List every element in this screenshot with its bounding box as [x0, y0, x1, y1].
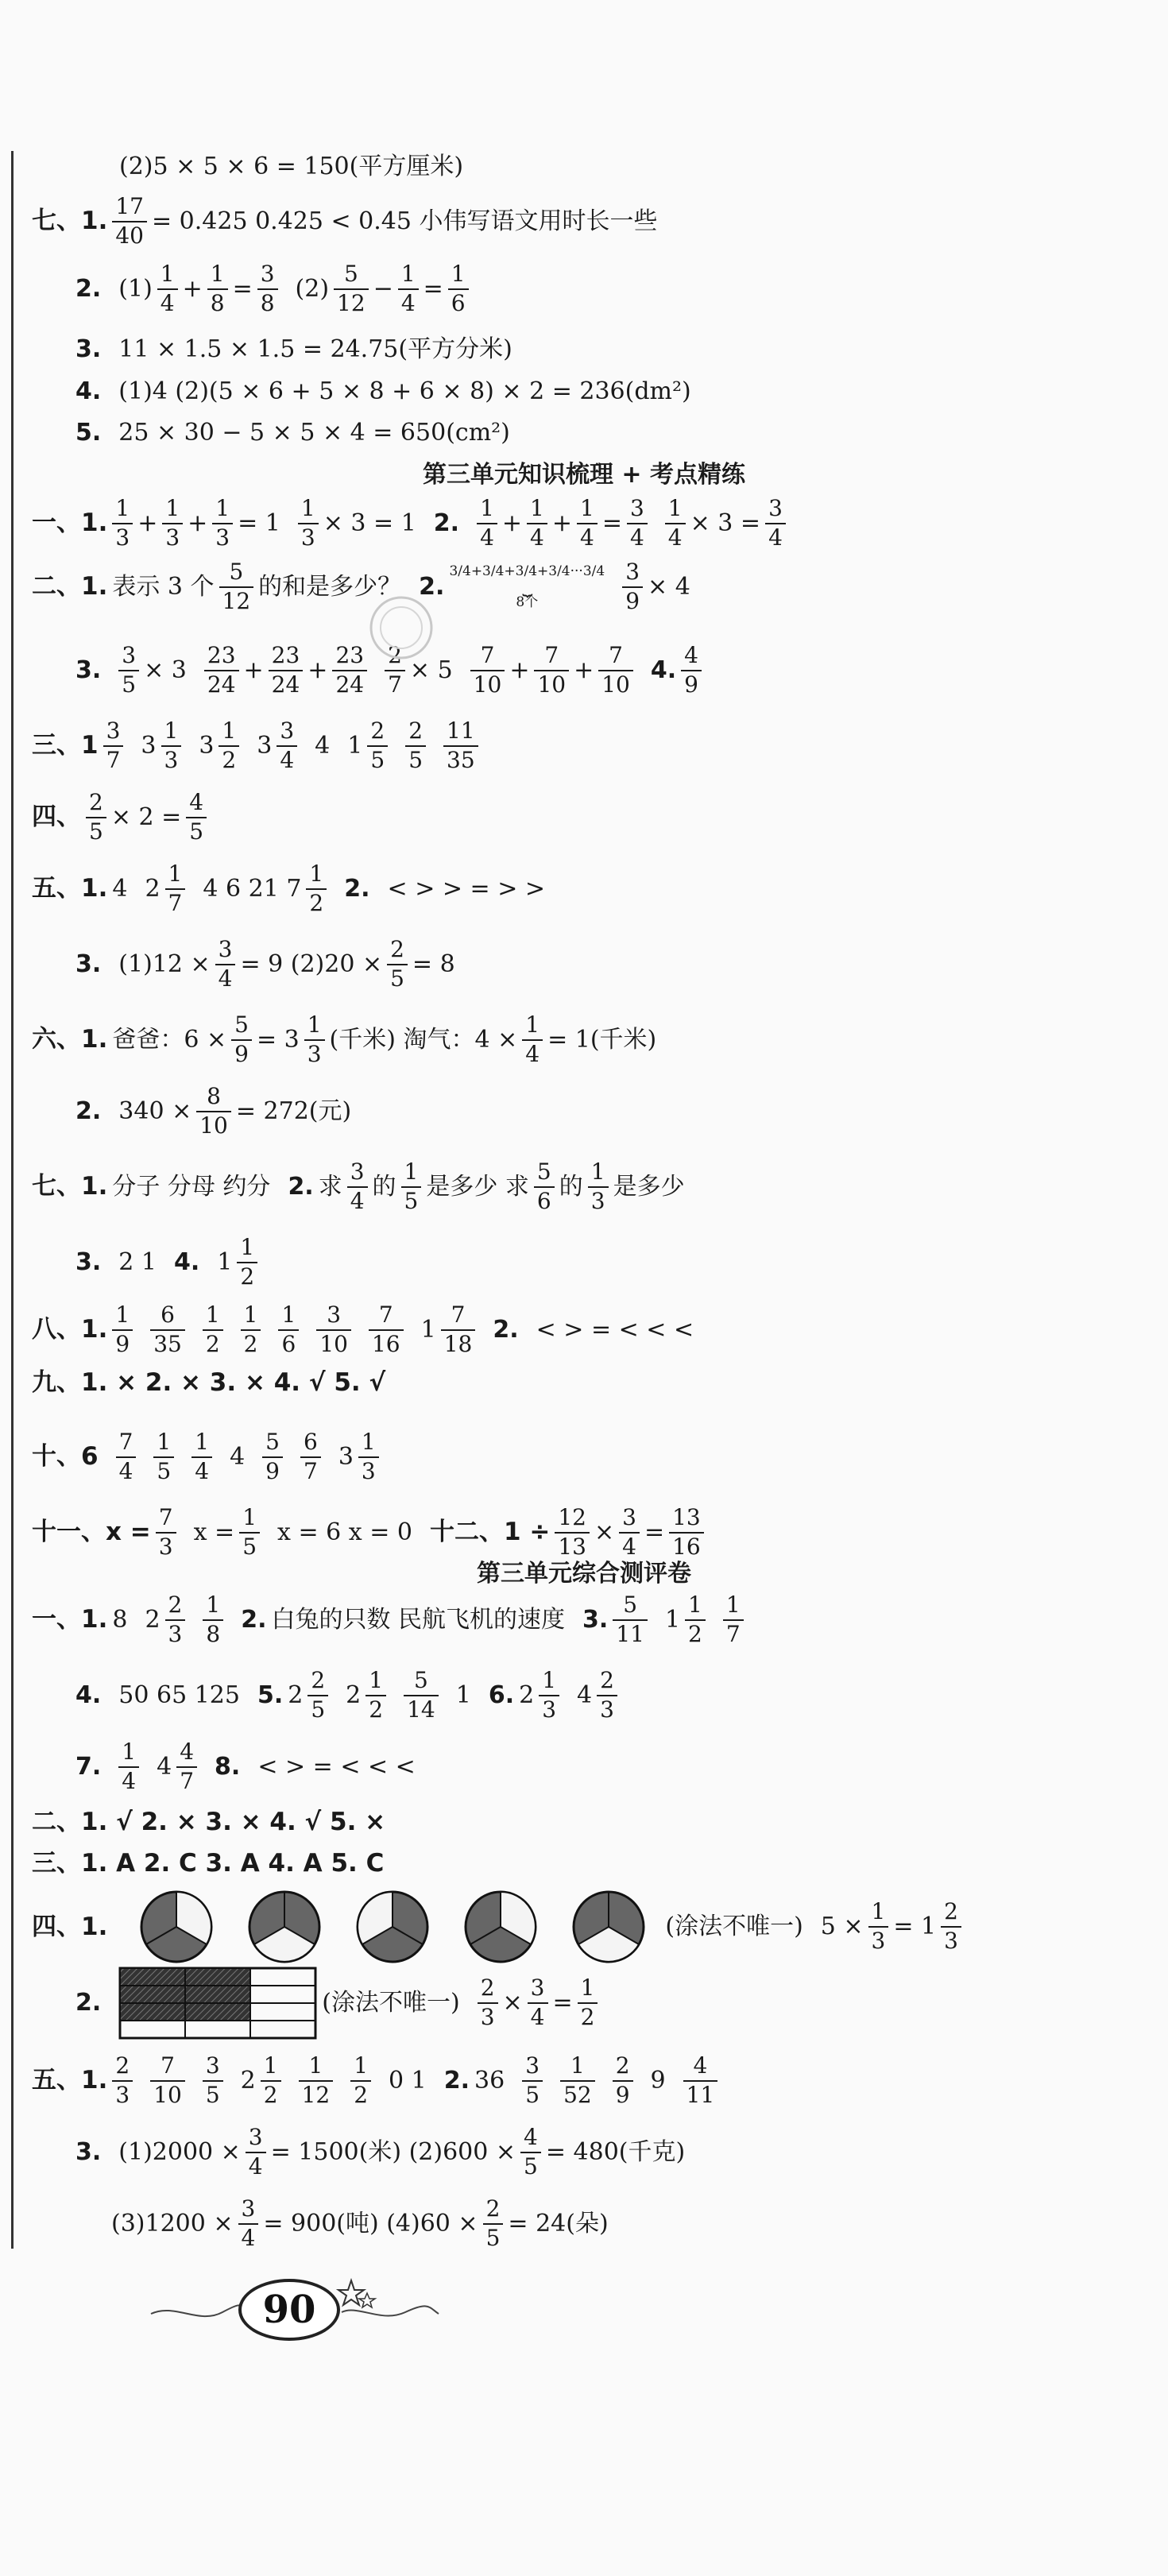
fraction: $\frac{1}{2}$	[578, 1976, 598, 2030]
answer-text: 三、1. A 2. C 3. A 4. A 5. C	[32, 1849, 385, 1878]
answer-text: × 3	[144, 656, 187, 684]
answer-text: 4	[315, 731, 331, 760]
fraction: $\frac{1}{9}$	[112, 1303, 133, 1357]
page-number: 90	[238, 2279, 340, 2341]
answer-text: 2.	[443, 2066, 470, 2094]
fraction: $\frac{1}{5}$	[401, 1160, 422, 1214]
answer-text: +	[551, 509, 572, 537]
answer-line	[75, 262, 1136, 316]
answer-text: 白兔的只数 民航飞机的速度	[271, 1605, 566, 1634]
question-label: 四、	[32, 803, 81, 832]
answer-text: x =	[193, 1518, 235, 1546]
fraction: $\frac{2}{3}$	[112, 2054, 133, 2108]
fraction: $\frac{1}{2}$	[219, 719, 239, 773]
question-label: 四、1.	[32, 1912, 108, 1941]
answer-text: × 2 =	[110, 803, 182, 831]
fraction: $\frac{6}{35}$	[150, 1303, 185, 1357]
question-label: 七、1.	[32, 1172, 108, 1201]
page-number-ornament	[143, 2272, 445, 2344]
question-label: 3.	[75, 2137, 102, 2166]
fraction: $\frac{3}{4}$	[347, 1160, 368, 1214]
answer-text: 二、1. √ 2. × 3. × 4. √ 5. ×	[32, 1808, 386, 1836]
answer-text: 5 ×	[820, 1913, 864, 1940]
answer-text: 2	[519, 1681, 535, 1709]
answer-text: 4	[157, 1752, 172, 1781]
fraction: $\frac{1}{2}$	[306, 862, 327, 916]
answer-text: 求	[318, 1172, 342, 1201]
fraction: $\frac{1}{8}$	[207, 262, 228, 316]
answer-text: < > = < < <	[257, 1752, 416, 1781]
answer-line	[32, 1013, 1136, 1067]
fraction: $\frac{2}{3}$	[597, 1669, 617, 1723]
fraction: $\frac{3}{4}$	[277, 719, 297, 773]
answer-text: (2)	[295, 274, 330, 303]
answer-line	[32, 719, 1136, 773]
fraction: $\frac{3}{10}$	[316, 1303, 351, 1357]
answer-line	[75, 2125, 1136, 2180]
fraction: $\frac{1}{5}$	[153, 1430, 174, 1484]
fraction: $\frac{1}{4}$	[577, 497, 598, 551]
fraction: $\frac{1}{7}$	[723, 1593, 744, 1647]
answer-text: +	[307, 656, 328, 684]
fraction: $\frac{1}{3}$	[304, 1013, 325, 1067]
fraction: $\frac{3}{9}$	[622, 560, 643, 614]
answer-text: 1	[664, 1605, 681, 1634]
fraction: $\frac{7}{10}$	[598, 644, 633, 698]
fraction: $\frac{7}{10}$	[150, 2054, 185, 2108]
fraction: $\frac{2}{7}$	[385, 644, 405, 698]
fraction: $\frac{5}{9}$	[262, 1430, 283, 1484]
fraction: $\frac{1}{6}$	[278, 1303, 299, 1357]
answer-line	[32, 791, 1136, 845]
answer-text: 1	[420, 1315, 436, 1344]
answer-text: +	[182, 274, 203, 303]
answer-line	[75, 1085, 1136, 1139]
question-label: 5.	[75, 419, 102, 447]
question-label: 六、1.	[32, 1025, 108, 1054]
fraction: $\frac{3}{4}$	[528, 1976, 548, 2030]
answer-text: (2)5 × 5 × 6 = 150(平方厘米)	[119, 153, 464, 180]
answer-text: 8	[112, 1605, 128, 1634]
question-label: 3.	[75, 335, 102, 363]
answer-text: = 1	[238, 509, 280, 537]
answer-text: = 1500(米) (2)600 ×	[270, 2137, 516, 2166]
answer-text: = 1(千米)	[547, 1025, 657, 1054]
answer-text: 2 1	[118, 1247, 157, 1276]
fraction: $\frac{1}{2}$	[241, 1303, 261, 1357]
answer-text: 8.	[215, 1752, 241, 1781]
answer-text: 是多少	[613, 1172, 685, 1201]
shaded-circle-icon	[557, 1887, 660, 1967]
fraction: $\frac{1}{3}$	[539, 1669, 559, 1723]
fraction: $\frac{7}{3}$	[156, 1506, 176, 1560]
fraction: $\frac{3}{4}$	[215, 938, 236, 992]
answer-line	[75, 644, 1136, 698]
answer-text: +	[243, 656, 264, 684]
answer-text: 4 6 21 7	[203, 874, 302, 903]
fraction: $\frac{1}{4}$	[522, 1013, 543, 1067]
answer-text: 9	[650, 2066, 666, 2094]
answer-text: +	[188, 509, 208, 537]
answer-line	[32, 195, 1136, 249]
answer-text: =	[601, 509, 622, 537]
answer-line	[75, 421, 1136, 445]
fraction: $\frac{1}{2}$	[685, 1593, 706, 1647]
fraction: $\frac{3}{4}$	[619, 1506, 640, 1560]
answer-text: 4	[112, 874, 128, 903]
fraction: $\frac{1}{2}$	[261, 2054, 281, 2108]
answer-text: = 0.425 0.425 < 0.45 小伟写语文用时长一些	[152, 207, 658, 235]
question-label: 八、1.	[32, 1315, 108, 1344]
answer-line	[32, 1593, 1136, 1647]
shaded-rectangle-icon	[118, 1967, 317, 2040]
answer-line	[75, 1669, 1136, 1723]
question-label: 七、1.	[32, 207, 108, 236]
answer-text: 爸爸：6 ×	[112, 1025, 227, 1054]
question-label: 二、1.	[32, 572, 108, 601]
fraction: $\frac{5}{14}$	[404, 1669, 439, 1723]
answer-line	[32, 560, 1136, 614]
answer-text: ×	[594, 1518, 615, 1546]
answer-text: 6.	[488, 1681, 515, 1709]
answer-text: =	[552, 1989, 573, 2017]
fraction: $\frac{5}{12}$	[334, 262, 369, 316]
question-label: 2.	[75, 274, 102, 303]
fraction: $\frac{23}{24}$	[332, 644, 367, 698]
answer-text: −	[373, 274, 393, 303]
answer-text: 2.	[344, 874, 370, 903]
answer-text: = 1	[893, 1913, 937, 1940]
answer-text: (千米) 淘气：4 ×	[329, 1025, 518, 1054]
fraction: $\frac{7}{16}$	[369, 1303, 404, 1357]
answer-text: 2	[145, 874, 161, 903]
fraction: $\frac{1}{4}$	[157, 262, 178, 316]
question-label: 十一、x =	[32, 1518, 151, 1547]
answer-line	[119, 155, 1136, 179]
fraction: $\frac{1}{5}$	[239, 1506, 260, 1560]
answer-line	[32, 862, 1136, 916]
answer-text: (3)1200 ×	[111, 2209, 234, 2238]
fraction: $\frac{2}{5}$	[307, 1669, 328, 1723]
question-label: 三、1	[32, 731, 99, 760]
answer-text: 340 ×	[118, 1097, 192, 1125]
answer-text: 2	[145, 1605, 161, 1634]
answer-text: 3	[141, 731, 157, 760]
answer-line	[32, 1303, 1136, 1357]
fraction: $\frac{5}{12}$	[219, 560, 254, 614]
answer-text: 11 × 1.5 × 1.5 = 24.75(平方分米)	[118, 335, 512, 363]
fraction: $\frac{3}{5}$	[522, 2054, 543, 2108]
answer-text: × 5	[409, 656, 453, 684]
answer-text: 1	[455, 1681, 471, 1709]
fraction: $\frac{1}{4}$	[398, 262, 419, 316]
answer-text: = 9 (2)20 ×	[240, 950, 383, 978]
fraction: $\frac{1}{4}$	[665, 497, 686, 551]
answer-line	[75, 377, 1136, 405]
answer-text: × 3 =	[690, 509, 761, 537]
answer-line	[75, 1740, 1136, 1794]
answer-text: < > > = > >	[387, 874, 546, 903]
shaded-circle-icon	[341, 1887, 444, 1967]
question-label: 3.	[75, 656, 102, 684]
fraction: $\frac{1}{3}$	[112, 497, 133, 551]
fraction: $\frac{2}{3}$	[165, 1593, 186, 1647]
fraction: $\frac{3}{8}$	[257, 262, 278, 316]
answer-text: (1)4 (2)(5 × 6 + 5 × 8 + 6 × 8) × 2 = 236(dm²)	[118, 377, 691, 405]
fraction: $\frac{5}{9}$	[231, 1013, 252, 1067]
answer-text: 3	[338, 1442, 354, 1471]
question-label: 一、1.	[32, 1605, 108, 1634]
fraction: $\frac{3}{4}$	[765, 497, 786, 551]
answer-text: 的	[372, 1172, 396, 1201]
question-label: 十、6	[32, 1442, 99, 1472]
brace-expression: 3/4+3/4+3/4+3/4···3/4 ⏟ 8个	[449, 563, 605, 610]
answer-line	[75, 335, 1136, 363]
answer-text: 4	[577, 1681, 593, 1709]
answer-text: 十二、1 ÷	[429, 1518, 551, 1547]
answer-text: 2.	[241, 1605, 267, 1634]
fraction: $\frac{7}{18}$	[441, 1303, 476, 1357]
fraction: $\frac{8}{10}$	[196, 1085, 231, 1139]
shaded-circle-icon	[125, 1887, 228, 1967]
fraction: $\frac{13}{16}$	[669, 1506, 704, 1560]
fraction: $\frac{1}{3}$	[298, 497, 319, 551]
answer-text: +	[501, 509, 523, 537]
answer-text: 36	[474, 2066, 505, 2094]
fraction: $\frac{2}{5}$	[387, 938, 408, 992]
answer-text: ×	[502, 1989, 523, 2017]
fraction: $\frac{7}{10}$	[534, 644, 569, 698]
fraction: $\frac{1}{3}$	[161, 719, 182, 773]
fraction: $\frac{1}{7}$	[165, 862, 186, 916]
answer-text: × 4	[648, 572, 690, 601]
answer-text: 2.	[493, 1315, 519, 1344]
answer-text: x = 6 x = 0	[277, 1518, 412, 1546]
fraction: $\frac{3}{7}$	[103, 719, 124, 773]
fraction: $\frac{1}{4}$	[191, 1430, 212, 1484]
fraction: $\frac{4}{7}$	[176, 1740, 197, 1794]
question-label: 7.	[75, 1752, 102, 1781]
answer-text: = 480(千克)	[545, 2137, 686, 2166]
fraction: $\frac{2}{9}$	[613, 2054, 633, 2108]
fraction: $\frac{23}{24}$	[269, 644, 304, 698]
fraction: $\frac{1}{2}$	[350, 2054, 371, 2108]
answer-text: × 3 = 1	[323, 509, 416, 537]
answer-text: 2	[240, 2066, 256, 2094]
answer-text: 分子 分母 约分	[112, 1172, 271, 1201]
answer-text: +	[574, 656, 594, 684]
answer-text: 2.	[433, 509, 460, 537]
answer-text: =	[232, 274, 253, 303]
fraction: $\frac{1}{52}$	[560, 2054, 595, 2108]
fraction: $\frac{4}{5}$	[520, 2125, 541, 2180]
answer-text: = 8	[412, 950, 455, 978]
question-label: 五、1.	[32, 2066, 108, 2095]
answer-line	[32, 1851, 1136, 1876]
fraction: $\frac{5}{11}$	[613, 1593, 648, 1647]
question-label: 3.	[75, 950, 102, 978]
fraction: $\frac{1}{3}$	[212, 497, 233, 551]
fraction: $\frac{2}{5}$	[86, 791, 106, 845]
answer-text: (涂法不唯一)	[322, 1989, 460, 2017]
answer-text: 3	[257, 731, 273, 760]
fraction: $\frac{2}{5}$	[405, 719, 426, 773]
answer-text: 0 1	[389, 2066, 427, 2094]
answer-line	[111, 2197, 1136, 2251]
question-label: 2.	[75, 1097, 102, 1125]
fraction: $\frac{5}{6}$	[534, 1160, 555, 1214]
fraction: $\frac{3}{4}$	[246, 2125, 266, 2180]
fraction: $\frac{1}{3}$	[162, 497, 183, 551]
answer-text: = 272(元)	[235, 1097, 352, 1125]
answer-text: =	[423, 274, 443, 303]
answer-line	[32, 497, 1136, 551]
fraction: $\frac{17}{40}$	[112, 195, 147, 249]
answer-text: 3.	[582, 1605, 609, 1634]
section-title: 第三单元综合测评卷	[477, 1560, 691, 1588]
answer-line	[32, 1160, 1136, 1214]
shaded-circle-icon	[449, 1887, 552, 1967]
answer-text: =	[644, 1518, 665, 1546]
fraction: $\frac{4}{5}$	[186, 791, 207, 845]
answer-text: < > = < < <	[536, 1315, 694, 1344]
fraction: $\frac{3}{4}$	[627, 497, 648, 551]
fraction: $\frac{1}{6}$	[448, 262, 469, 316]
fraction: $\frac{1}{2}$	[365, 1669, 386, 1723]
question-label: 4.	[75, 377, 102, 405]
answer-text: 九、1. × 2. × 3. × 4. √ 5. √	[32, 1368, 386, 1397]
answer-text: +	[509, 656, 530, 684]
shaded-circle-icon	[233, 1887, 336, 1967]
fraction: $\frac{2}{3}$	[941, 1900, 961, 1954]
fraction: $\frac{1}{4}$	[527, 497, 547, 551]
stamp-icon	[362, 588, 441, 667]
fraction: $\frac{3}{5}$	[118, 644, 139, 698]
answer-line	[75, 1236, 1136, 1290]
answer-text: = 24(朵)	[508, 2209, 609, 2238]
answer-text: +	[137, 509, 158, 537]
fraction: $\frac{1}{4}$	[118, 1740, 139, 1794]
answer-text: (1)2000 ×	[118, 2137, 241, 2166]
fraction: $\frac{3}{5}$	[203, 2054, 223, 2108]
fraction: $\frac{12}{13}$	[555, 1506, 590, 1560]
answer-text: 50 65 125	[118, 1681, 240, 1709]
fraction: $\frac{2}{5}$	[367, 719, 388, 773]
answer-text: 的和是多少？	[258, 572, 402, 601]
fraction: $\frac{4}{11}$	[683, 2054, 718, 2108]
answer-text: 2.	[419, 572, 445, 601]
answer-text: 1	[217, 1247, 233, 1276]
fraction: $\frac{1}{3}$	[868, 1900, 889, 1954]
answer-text: 4	[230, 1442, 246, 1471]
fraction: $\frac{3}{4}$	[238, 2197, 259, 2251]
answer-text: 2	[346, 1681, 362, 1709]
answer-text: 的	[559, 1172, 583, 1201]
fraction: $\frac{2}{3}$	[478, 1976, 498, 2030]
fraction: $\frac{1}{8}$	[203, 1593, 223, 1647]
fraction: $\frac{1}{12}$	[299, 2054, 334, 2108]
fraction: $\frac{1}{2}$	[203, 1303, 223, 1357]
fraction: $\frac{2}{5}$	[483, 2197, 504, 2251]
answer-text: (涂法不唯一)	[665, 1913, 803, 1940]
answer-line	[32, 1368, 1136, 1397]
question-label: 4.	[75, 1681, 102, 1709]
fraction: $\frac{6}{7}$	[300, 1430, 321, 1484]
answer-text: 5.	[257, 1681, 284, 1709]
answer-text: 表示 3 个	[112, 572, 215, 601]
answer-text: = 900(吨) (4)60 ×	[263, 2209, 478, 2238]
answer-line	[32, 1810, 1136, 1835]
fraction: $\frac{7}{4}$	[116, 1430, 137, 1484]
question-label: 3.	[75, 1247, 102, 1276]
answer-text: 4.	[650, 656, 677, 684]
answer-text: = 3	[256, 1025, 300, 1054]
fraction: $\frac{7}{10}$	[470, 644, 505, 698]
fraction: $\frac{1}{3}$	[358, 1430, 379, 1484]
answer-text: 是多少 求	[426, 1172, 529, 1201]
fraction: $\frac{4}{9}$	[681, 644, 702, 698]
answer-line	[32, 1506, 1136, 1560]
answer-text: (1)	[118, 274, 153, 303]
answer-text: 2	[288, 1681, 304, 1709]
question-label: 一、1.	[32, 509, 108, 538]
fraction: $\frac{1}{2}$	[237, 1236, 257, 1290]
answer-line	[32, 2054, 1136, 2108]
fraction: $\frac{11}{35}$	[443, 719, 478, 773]
answer-line	[32, 1430, 1136, 1484]
answer-text: 25 × 30 − 5 × 5 × 4 = 650(cm²)	[118, 419, 510, 447]
answer-line	[75, 938, 1136, 992]
answer-line	[32, 1887, 1136, 1967]
fraction: $\frac{23}{24}$	[204, 644, 239, 698]
section-title: 第三单元知识梳理 + 考点精练	[422, 461, 746, 489]
answer-text: (1)12 ×	[118, 950, 211, 978]
answer-text: 3	[199, 731, 215, 760]
answer-text: 1	[347, 731, 363, 760]
question-label: 2.	[75, 1989, 102, 2017]
question-label: 五、1.	[32, 874, 108, 903]
answer-text: 2.	[288, 1172, 314, 1201]
fraction: $\frac{1}{4}$	[477, 497, 497, 551]
fraction: $\frac{1}{3}$	[588, 1160, 609, 1214]
answer-text: 4.	[174, 1247, 200, 1276]
answer-line	[75, 1967, 1136, 2040]
